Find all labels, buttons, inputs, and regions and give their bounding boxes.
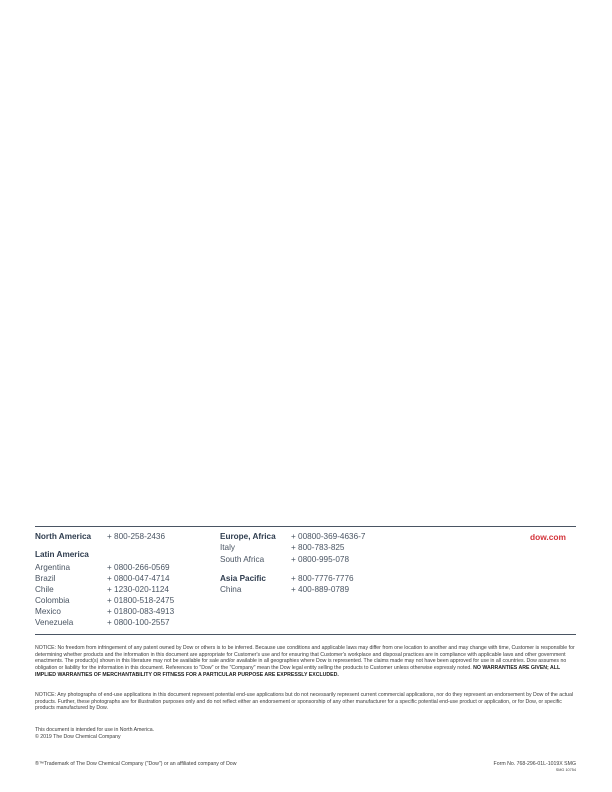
photograph-notice: NOTICE: Any photographs of end-use applications in this document represent potential end-use applications but do not necessarily represent current commercial applications, nor do they represent an endorsement by Dow of the actual products. Further, these photographs are for illustration purposes only and do not reflect either an endorsement or sponsorship of any other manufacturer for a specific potential end-use product or application, or for Dow, or specific products manufactured by Dow. (35, 692, 574, 712)
smg-code: SMG 10754 (555, 768, 576, 772)
country-name: South Africa (220, 555, 265, 564)
country-name: Mexico (35, 606, 61, 616)
country-phone: + 0800-266-0569 (107, 562, 170, 572)
country-phone: + 0800-995-078 (291, 555, 350, 564)
copyright: © 2019 The Dow Chemical Company (35, 734, 121, 740)
country-name: Argentina (35, 562, 71, 572)
country-name: Chile (35, 584, 54, 594)
country-phone: + 1230-020-1124 (107, 584, 169, 594)
europe-africa-heading: Europe, Africa (220, 532, 276, 541)
contact-row (220, 542, 365, 553)
europe-africa-phone: + 00800-369-4636-7 (291, 532, 366, 541)
contact-row (35, 606, 174, 617)
country-phone: + 01800-083-4913 (107, 606, 175, 616)
contact-row (35, 562, 174, 573)
patent-notice-text: NOTICE: No freedom from infringement of any patent owned by Dow or others is to be inferred. Because use conditions and applicable laws may differ from one location to another and may change with time, Customer is responsible for determining whether products and the information in this document are appropriate for Customer's use and for ensuring that Customer's workplace and disposal practices are in compliance with applicable laws and other government enactments. The product(s) shown in this literature may not be available for sale and/or available in all geographies where Dow is represented. The claims made may not have been approved for use in all countries. Dow assumes no obligation or liability for the information in this document. References to "Dow" or the "Company" mean the Dow legal entity selling the products to Customer unless otherwise expressly noted. (35, 645, 575, 672)
latin-america-contacts (35, 549, 174, 628)
top-divider (35, 526, 576, 527)
asia-pacific-heading: Asia Pacific (220, 574, 266, 583)
warranty-disclaimer: NO WARRANTIES ARE GIVEN; ALL IMPLIED WARRANTIES OF MERCHANTABILITY OR FITNESS FOR A PARTICULAR PURPOSE ARE EXPRESSLY EXCLUDED. (35, 665, 561, 678)
asia-pacific-phone: + 800-7776-7776 (291, 574, 354, 583)
country-phone: + 0800-047-4714 (107, 573, 170, 583)
form-number: Form No. 768-296-01L-1019X SMG (493, 761, 576, 767)
country-name: Venezuela (35, 617, 74, 627)
asia-pacific-contacts (220, 573, 354, 595)
intended-use-note: This document is intended for use in North America. (35, 727, 155, 733)
country-name: Colombia (35, 595, 70, 605)
contact-row (35, 595, 174, 606)
north-america-phone: + 800-258-2436 (107, 532, 166, 541)
country-name: Italy (220, 543, 236, 552)
bottom-divider (35, 634, 576, 635)
patent-notice (35, 645, 576, 679)
country-phone: + 0800-100-2557 (107, 617, 170, 627)
country-name: China (220, 585, 242, 594)
website-link[interactable]: dow.com (530, 532, 566, 542)
country-name: Brazil (35, 573, 56, 583)
country-phone: + 01800-518-2475 (107, 595, 175, 605)
latin-america-heading: Latin America (35, 550, 89, 559)
europe-africa-contacts (220, 531, 365, 565)
contact-row (35, 617, 174, 628)
country-phone: + 400-889-0789 (291, 585, 350, 594)
north-america-heading: North America (35, 532, 92, 541)
contact-row (220, 554, 365, 565)
country-phone: + 800-783-825 (291, 543, 345, 552)
north-america-contact (35, 531, 165, 542)
contact-row (220, 584, 354, 595)
contact-row (35, 573, 174, 584)
trademark-note: ®™Trademark of The Dow Chemical Company ("Dow") or an affiliated company of Dow (35, 761, 237, 767)
contact-row (35, 584, 174, 595)
